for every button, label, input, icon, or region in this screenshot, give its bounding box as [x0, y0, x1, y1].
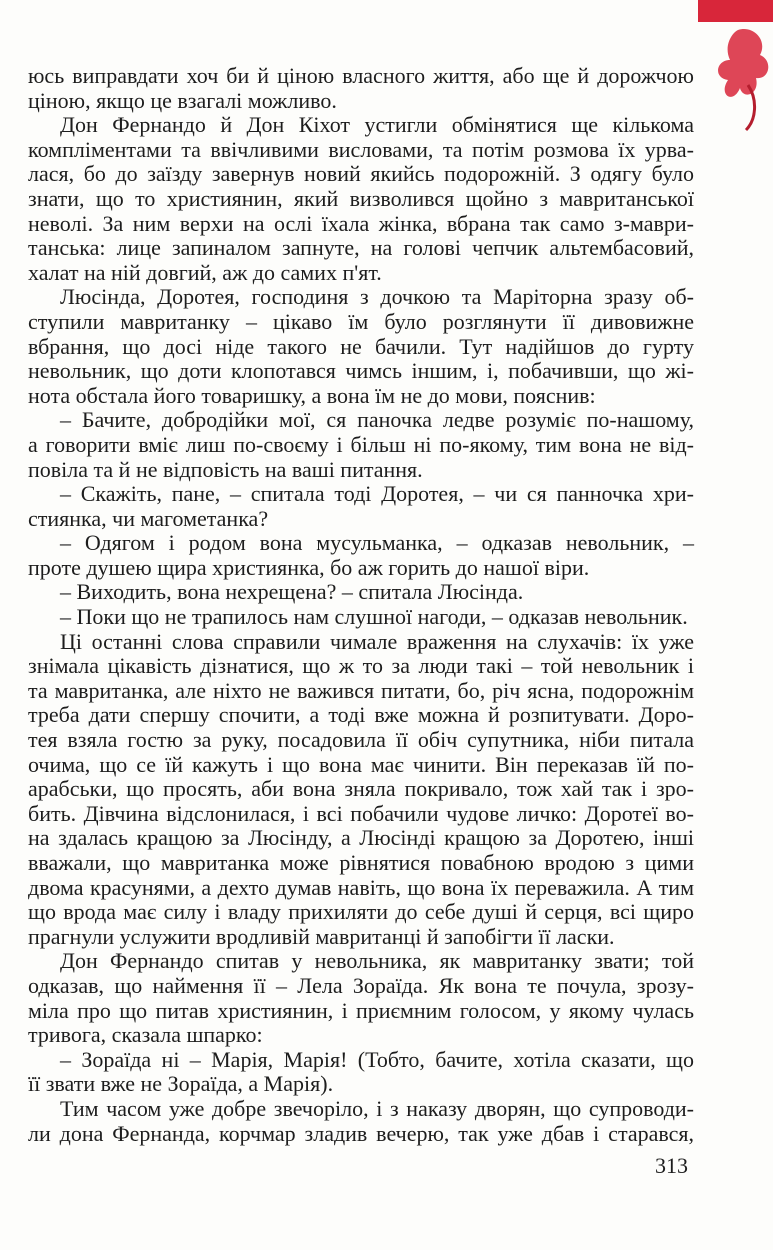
- body-text: [28, 64, 694, 1146]
- text-line: Дон Фернандо й Дон Кіхот устигли обмінятися ще кількома: [60, 112, 694, 138]
- text-line: невольник, що доти клопотався чимсь іншим, і, побачивши, що жі-: [28, 358, 694, 384]
- text-line: треба дати спершу спочити, а тоді вже можна й розпитувати. Доро-: [28, 702, 694, 728]
- text-line: стиянка, чи магометанка?: [28, 505, 269, 531]
- text-line: – Поки що не трапилось нам слушної нагоди, – одказав невольник.: [60, 604, 688, 630]
- text-line: Тим часом уже добре звечоріло, і з наказу дворян, що супроводи-: [60, 1095, 694, 1121]
- text-line: ступили мавританку – цікаво їм було розглянути її дивовижне: [28, 308, 694, 334]
- text-line: – Одягом і родом вона мусульманка, – одказав невольник, –: [60, 530, 694, 556]
- text-line: її звати вже не Зораїда, а Марія).: [28, 1071, 334, 1097]
- text-line: арабськи, що просять, аби вона зняла покривало, тож хай так і зро-: [28, 776, 694, 802]
- text-line: повіла та й не відповість на ваші питання.: [28, 456, 423, 482]
- text-line: прагнули услужити вродливій мавританці й запобігти її ласки.: [28, 923, 615, 949]
- floral-decoration: [698, 0, 773, 135]
- text-line: вважали, що мавританка може рівнятися повабною вродою з цими: [28, 850, 694, 875]
- text-line: очима, що се їй кажуть і що вона має чинити. Він переказав їй по-: [28, 751, 694, 777]
- text-line: ціною, якщо це взагалі можливо.: [28, 87, 337, 113]
- text-line: ли дона Фернанда, корчмар зладив вечерю, так уже дбав і старався,: [28, 1120, 694, 1146]
- text-line: що врода має силу і владу прихиляти до себе душі й серця, всі щиро: [28, 899, 694, 925]
- text-line: халат на ній довгий, аж до самих п'ят.: [28, 259, 382, 285]
- text-line: двома красунями, а дехто думав навіть, що вона їх переважила. А тим: [28, 874, 694, 900]
- text-line: тривога, сказала шпарко:: [28, 1022, 263, 1048]
- text-line: нота обстала його товаришку, а вона їм не до мови, пояснив:: [28, 382, 596, 408]
- text-line: знати, що то християнин, який визволився щойно з мавританської: [28, 185, 694, 211]
- text-line: – Бачите, добродійки мої, ся паночка ледве розуміє по-нашому,: [60, 407, 694, 433]
- text-line: неволі. За ним верхи на ослі їхала жінка, вбрана так само з-маври-: [28, 210, 694, 236]
- text-line: Ці останні слова справили чимале враження на слухачів: їх уже: [60, 628, 694, 654]
- text-line: – Зораїда ні – Марія, Марія! (Тобто, бачите, хотіла сказати, що: [60, 1046, 694, 1072]
- text-line: бить. Дівчина відслонилася, і всі побачили чудове личко: Доротеї во-: [28, 800, 694, 826]
- text-line: міла про що питав християнин, і приємним голосом, у якому чулась: [28, 997, 694, 1023]
- text-line: юсь виправдати хоч би й ціною власного життя, або ще й дорожчою: [28, 63, 694, 88]
- text-line: а говорити вміє лиш по-своєму і більш ні по-якому, тим вона не від-: [28, 431, 694, 457]
- text-line: вбрання, що досі ніде такого не бачили. Тут надійшов до гурту: [28, 333, 694, 359]
- text-line: – Скажіть, пане, – спитала тоді Доротея, – чи ся панночка хри-: [60, 481, 694, 507]
- text-line: Дон Фернандо спитав у невольника, як мавританку звати; той: [60, 948, 694, 974]
- text-line: на здалась кращою за Люсінду, а Люсінді кращою за Доротею, інші: [28, 825, 694, 851]
- text-line: лася, бо до заїзду завернув новий якийсь подорожній. З одягу було: [28, 161, 694, 187]
- page-number: 313: [655, 1153, 688, 1178]
- text-line: одказав, що наймення її – Лела Зораїда. Як вона те почула, зрозу-: [28, 972, 694, 998]
- text-line: Люсінда, Доротея, господиня з дочкою та Маріторна зразу об-: [60, 284, 694, 310]
- text-line: тея взяла гостю за руку, посадовила її обіч супутника, ніби питала: [28, 727, 694, 753]
- text-line: проте душею щира християнка, бо аж горить до нашої віри.: [28, 554, 590, 580]
- text-line: танська: лице запиналом запнуте, на голові чепчик альтембасовий,: [28, 235, 694, 261]
- text-line: знімала цікавість дізнатися, що ж то за люди такі – той невольник і: [28, 653, 694, 679]
- text-line: – Виходить, вона нехрещена? – спитала Люсінда.: [60, 579, 524, 605]
- text-line: компліментами та ввічливими висловами, та потім розмова їх урва-: [28, 136, 694, 162]
- text-line: та мавританка, але ніхто не важився питати, бо, річ ясна, подорожнім: [28, 677, 694, 703]
